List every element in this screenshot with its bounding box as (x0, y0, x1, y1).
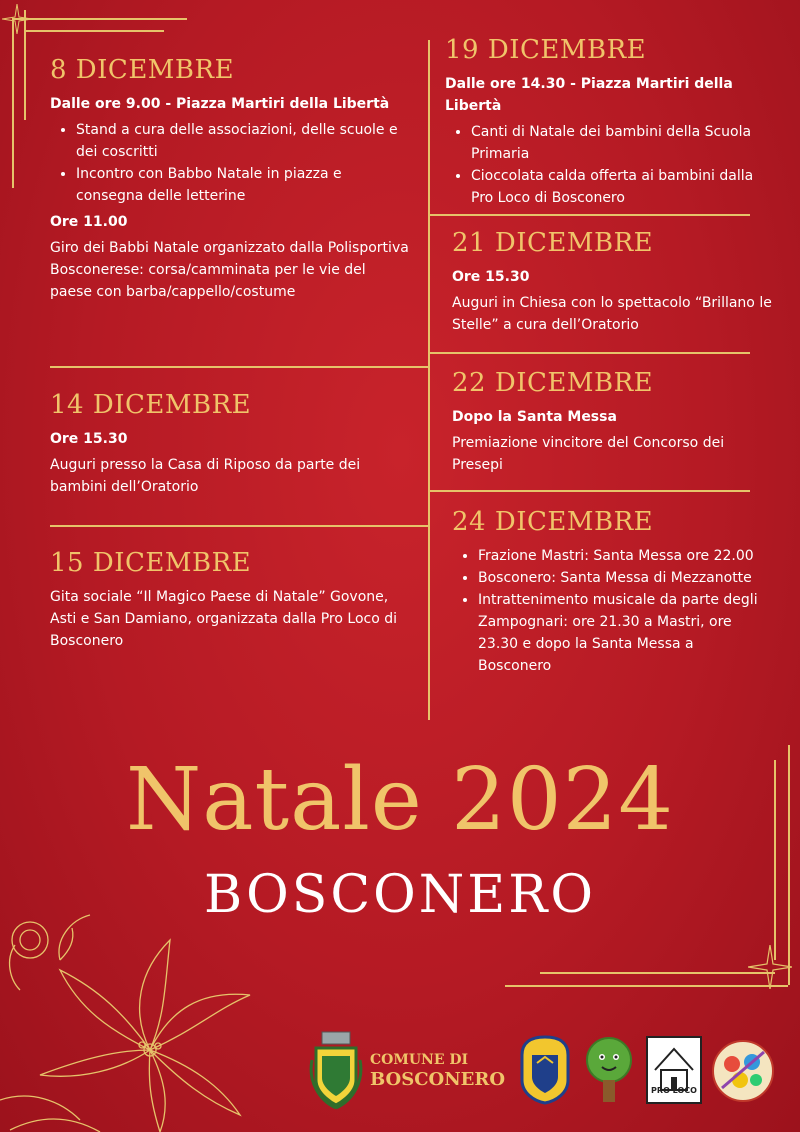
event-bullet: • Canti di Natale dei bambini della Scuola Primaria (471, 121, 765, 165)
shield-badge-icon (520, 1035, 570, 1105)
poster-title: Natale 2024 (126, 750, 674, 850)
event-description: Auguri presso la Casa di Riposo da parte dei bambini dell’Oratorio (50, 457, 361, 495)
poster-subtitle: BOSCONERO (203, 865, 597, 925)
divider-vertical (428, 40, 430, 720)
star-icon (748, 945, 792, 989)
event-22-dicembre (452, 368, 772, 480)
event-bullets (50, 119, 410, 207)
event-date: 8 DICEMBRE (50, 55, 235, 85)
comune-line1: COMUNE DI (370, 1052, 469, 1068)
corner-line (540, 972, 775, 974)
event-bullet: • Cioccolata calda offerta ai bambini dalla Pro Loco di Bosconero (471, 165, 765, 209)
tree-mascot-icon (582, 1035, 637, 1105)
event-15-dicembre (50, 548, 400, 656)
event-bullet: • Intrattenimento musicale da parte degli Zampognari: ore 21.30 a Mastri, ore 23.30 e dopo la Santa Messa a Bosconero (478, 589, 762, 677)
event-date: 15 DICEMBRE (50, 548, 252, 578)
event-date: 19 DICEMBRE (445, 35, 647, 65)
event-time: Ore 11.00 (50, 214, 128, 230)
event-bullet: • Bosconero: Santa Messa di Mezzanotte (478, 567, 762, 589)
event-date: 22 DICEMBRE (452, 368, 654, 398)
event-description: Giro dei Babbi Natale organizzato dalla Polisportiva Bosconerese: corsa/camminata per le vie del paese con barba/cappello/costume (50, 240, 409, 300)
sponsor-logos (300, 1030, 780, 1120)
comune-logo-text (370, 1050, 505, 1090)
corner-line (12, 18, 14, 188)
poinsettia-icon (0, 900, 270, 1132)
divider-horizontal (428, 490, 750, 492)
divider-horizontal (50, 525, 428, 527)
pro-loco-label: PRO LOCO (651, 1086, 697, 1095)
event-bullet: • Incontro con Babbo Natale in piazza e consegna delle letterine (76, 163, 410, 207)
event-time: Dopo la Santa Messa (452, 409, 617, 425)
star-icon (2, 4, 32, 34)
oratorio-colorful-icon (710, 1038, 776, 1104)
event-8-dicembre (50, 55, 410, 307)
event-time-location: Dalle ore 9.00 - Piazza Martiri della Libertà (50, 96, 390, 112)
event-time: Ore 15.30 (50, 431, 128, 447)
event-time: Ore 15.30 (452, 269, 530, 285)
divider-horizontal (50, 366, 428, 368)
event-description: Premiazione vincitore del Concorso dei Presepi (452, 435, 725, 473)
corner-line (12, 18, 187, 20)
event-description: Gita sociale “Il Magico Paese di Natale” Govone, Asti e San Damiano, organizzata dalla Pro Loco di Bosconero (50, 589, 397, 649)
corner-line (24, 30, 164, 32)
event-19-dicembre (445, 35, 765, 213)
event-bullet: • Frazione Mastri: Santa Messa ore 22.00 (478, 545, 762, 567)
event-bullet: • Stand a cura delle associazioni, delle scuole e dei coscritti (76, 119, 410, 163)
event-date: 24 DICEMBRE (452, 507, 654, 537)
divider-horizontal (428, 214, 750, 216)
event-date: 21 DICEMBRE (452, 228, 654, 258)
event-14-dicembre (50, 390, 405, 502)
coat-of-arms-icon (308, 1030, 364, 1110)
divider-horizontal (428, 352, 750, 354)
event-date: 14 DICEMBRE (50, 390, 252, 420)
comune-line2: BOSCONERO (370, 1069, 506, 1090)
event-description: Auguri in Chiesa con lo spettacolo “Brillano le Stelle” a cura dell’Oratorio (452, 295, 772, 333)
corner-line (505, 985, 788, 987)
event-bullets (452, 545, 762, 677)
event-24-dicembre (452, 507, 762, 681)
event-bullets (445, 121, 765, 209)
event-time-location: Dalle ore 14.30 - Piazza Martiri della Libertà (445, 76, 733, 114)
event-21-dicembre (452, 228, 782, 340)
